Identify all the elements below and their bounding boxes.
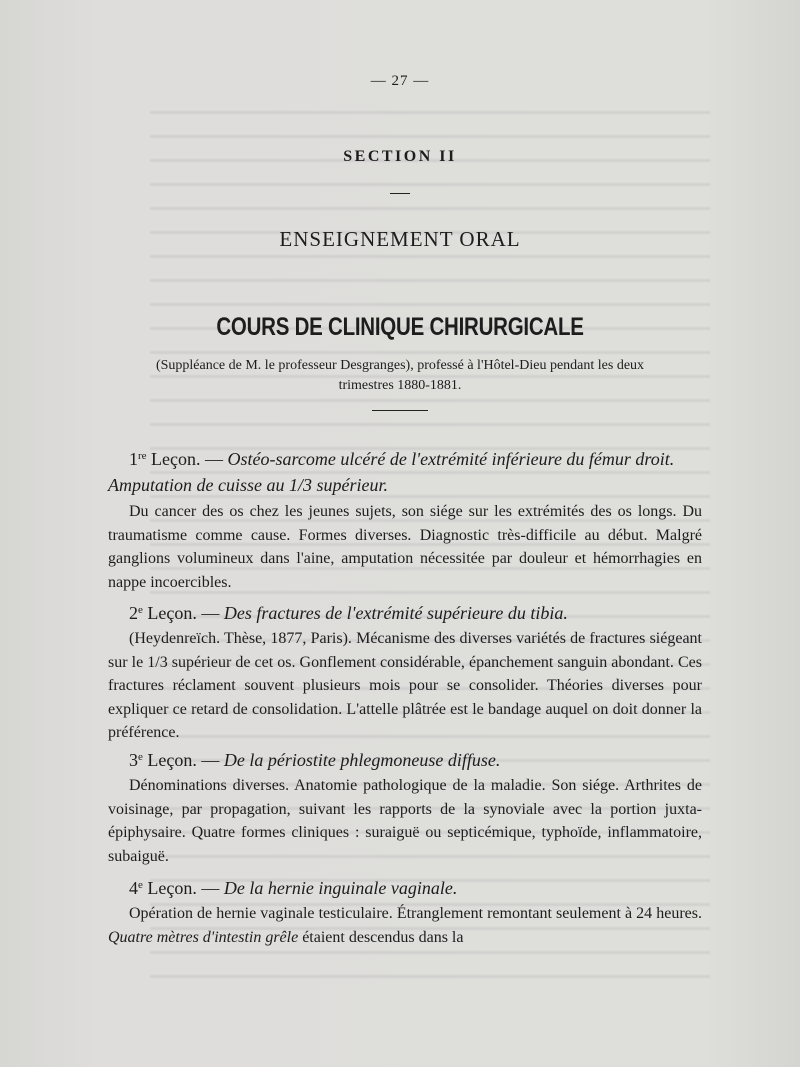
main-heading: ENSEIGNEMENT ORAL — [279, 227, 521, 251]
lecon-subject: Des fractures de l'extrémité supérieure du tibia. — [223, 603, 568, 623]
page-number: — 27 — — [370, 73, 430, 89]
lecon-text: Dénominations diverses. Anatomie pathologique de la maladie. Son siége. Arthrites de voisinage, par propagation, suivant les rapports de la synoviale avec la portion juxta-épiphysaire. Quatre formes cliniques : suraiguë ou septicémique, typhoïde, inflammatoire, subaiguë. — [108, 777, 702, 865]
lecon-text — [108, 902, 702, 949]
lecon-text-emphasis: Quatre mètres d'intestin grêle — [108, 928, 299, 946]
lecon-2-body — [108, 627, 702, 745]
lecon-ordinal-suffix: re — [138, 450, 147, 462]
course-title: COURS DE CLINIQUE CHIRURGICALE — [216, 313, 584, 341]
lecon-subject: Ostéo-sarcome ulcéré de l'extrémité inférieure du fémur droit. Amputation de cuisse au 1/3 supérieur. — [108, 449, 675, 495]
lecon-4-body — [108, 902, 702, 949]
lecon-4-title — [108, 872, 702, 901]
subtitle-line-1: (Suppléance de M. le professeur Desgranges), professé à l'Hôtel-Dieu pendant les deux — [155, 358, 645, 373]
lecon-dash: — — [201, 603, 220, 623]
lecon-ordinal-suffix: e — [138, 879, 143, 891]
heading-divider — [372, 410, 428, 411]
lecon-label: Leçon. — [147, 750, 197, 770]
lecon-3-title — [108, 744, 702, 773]
lecon-dash: — — [201, 878, 220, 898]
lecon-text: Du cancer des os chez les jeunes sujets, son siége sur les extrémités des os longs. Du traumatisme comme cause. Formes diverses. Diagnostic très-difficile au début. Malgré ganglions volumineux dans l'aine, amputation nécessitée par douleur et hémorrhagies en nappe incoercibles. — [108, 503, 702, 591]
lecon-ordinal-suffix: e — [138, 604, 143, 616]
section-heading: SECTION II — [343, 148, 457, 165]
lecon-2-title — [108, 597, 702, 626]
lecon-subject: De la périostite phlegmoneuse diffuse. — [223, 750, 501, 770]
lecon-label: Leçon. — [147, 603, 197, 623]
lecon-text: (Heydenreïch. Thèse, 1877, Paris). Mécanisme des diverses variétés de fractures siégeant sur le 1/3 supérieur de cet os. Gonflement considérable, épanchement sanguin abondant. Ces fractures réclament souvent plusieurs mois pour se consolider. Théories diverses pour expliquer ce retard de consolidation. L'attelle plâtrée est le bandage auquel on doit donner la préférence. — [108, 630, 702, 741]
lecon-text-part: Opération de hernie vaginale testiculaire. Étranglement remontant seulement à 24 heures. — [129, 905, 702, 922]
lecon-ordinal-suffix: e — [138, 751, 143, 763]
lecon-text-part: étaient descendus dans la — [302, 928, 464, 946]
lecon-3-body — [108, 774, 702, 868]
lecon-label: Leçon. — [147, 878, 197, 898]
lecon-number: 4 — [129, 878, 138, 898]
lecon-dash: — — [205, 449, 224, 469]
lecon-1-title — [108, 443, 702, 498]
course-subtitle — [100, 356, 700, 396]
lecon-dash: — — [201, 750, 220, 770]
lecon-number: 3 — [129, 750, 138, 770]
section-divider — [390, 193, 410, 194]
lecon-label: Leçon. — [151, 449, 201, 469]
subtitle-line-2: trimestres 1880-1881. — [338, 378, 462, 393]
lecon-subject: De la hernie inguinale vaginale. — [223, 878, 458, 898]
lecon-1-body — [108, 500, 702, 594]
lecon-number: 1 — [129, 449, 138, 469]
lecon-number: 2 — [129, 603, 138, 623]
